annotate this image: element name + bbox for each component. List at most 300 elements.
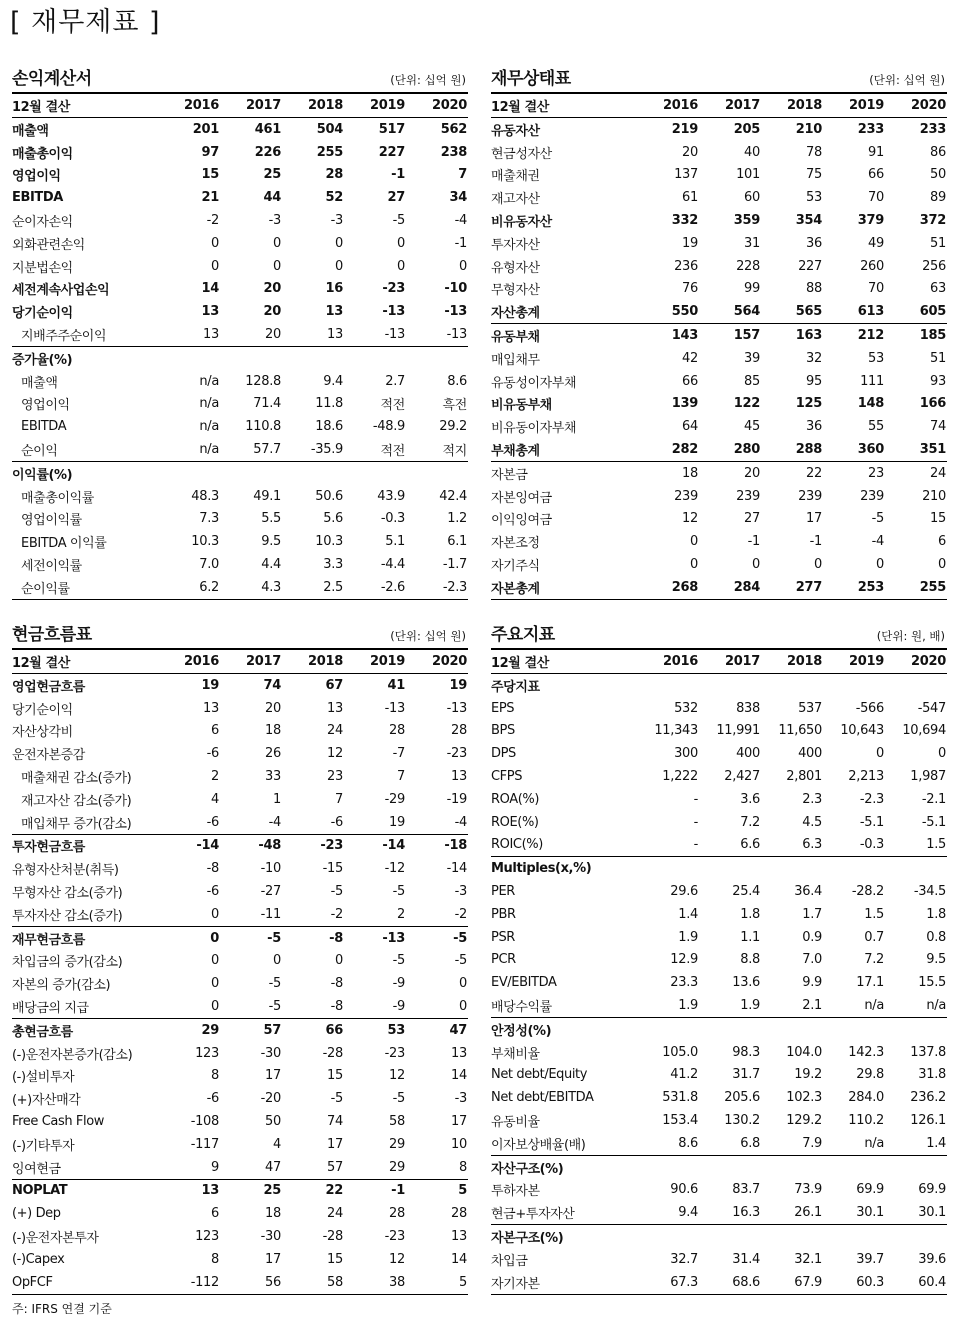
table-row bbox=[12, 1156, 468, 1180]
row-label: 매출채권 bbox=[491, 169, 540, 185]
cell-value: 13 bbox=[451, 769, 467, 785]
cell-value: -5.1 bbox=[859, 814, 884, 830]
cell-value: 78 bbox=[806, 144, 822, 160]
row-label: 자본의 증가(감소) bbox=[12, 978, 111, 994]
row-label: EV/EBITDA bbox=[491, 975, 557, 991]
table-row bbox=[491, 788, 947, 811]
cell-value: 25 bbox=[263, 167, 281, 183]
cell-value: -5 bbox=[454, 953, 467, 969]
page-title: [ 재무제표 ] bbox=[10, 7, 161, 38]
unit-label: (단위: 십억 원) bbox=[390, 73, 466, 87]
row-label: 매출액 bbox=[12, 123, 49, 139]
row-label: 영업현금흐름 bbox=[12, 679, 85, 695]
cell-value: 461 bbox=[254, 121, 281, 137]
cell-value: 33 bbox=[265, 769, 281, 785]
cell-value: 210 bbox=[795, 121, 822, 137]
footer-note: 주: IFRS 연결 기준 bbox=[12, 1302, 112, 1316]
cell-value: 69.9 bbox=[856, 1182, 884, 1198]
cell-value: 60 bbox=[744, 190, 760, 206]
table-row bbox=[12, 995, 468, 1019]
cell-value: n/a bbox=[926, 998, 946, 1014]
row-label: 매출총이익률 bbox=[21, 490, 94, 506]
cell-value: 7.9 bbox=[802, 1135, 822, 1151]
cell-value: 8.8 bbox=[740, 952, 760, 968]
cell-value: 15 bbox=[930, 511, 946, 527]
cell-value: 268 bbox=[671, 579, 698, 595]
cell-value: 6.6 bbox=[740, 837, 760, 853]
cell-value: 28 bbox=[451, 723, 467, 739]
cell-value: 53 bbox=[387, 1022, 405, 1038]
cell-value: 14 bbox=[451, 1068, 467, 1084]
section-header bbox=[491, 620, 947, 650]
cell-value: -23 bbox=[384, 1229, 405, 1245]
row-label: 세전이익률 bbox=[21, 559, 82, 575]
cell-value: 12.9 bbox=[670, 952, 698, 968]
cell-value: 126.1 bbox=[910, 1113, 946, 1129]
cell-value: 11,650 bbox=[778, 723, 822, 739]
cell-value: 57 bbox=[263, 1022, 281, 1038]
cell-value: -6 bbox=[206, 814, 219, 830]
cell-value: -48 bbox=[258, 838, 281, 854]
cell-value: 12 bbox=[389, 1068, 405, 1084]
cell-value: 4 bbox=[211, 791, 219, 807]
cell-value: 163 bbox=[795, 328, 822, 344]
cell-value: -23 bbox=[382, 281, 405, 297]
row-label: 순이익률 bbox=[21, 581, 70, 597]
cell-value: 0 bbox=[273, 953, 281, 969]
table-row bbox=[491, 857, 947, 880]
cell-value: 13 bbox=[201, 1183, 219, 1199]
column-header-year: 2019 bbox=[370, 654, 405, 669]
section-title: 주요지표 bbox=[491, 625, 555, 645]
row-label: 이자보상배율(배) bbox=[491, 1137, 586, 1153]
table-row bbox=[491, 118, 947, 141]
cell-value: 153.4 bbox=[662, 1113, 698, 1129]
cell-value: 1,222 bbox=[662, 769, 698, 785]
cell-value: -0.3 bbox=[859, 837, 884, 853]
cell-value: 20 bbox=[263, 281, 281, 297]
cell-value: 0.8 bbox=[926, 929, 946, 945]
column-header-year: 2018 bbox=[308, 654, 343, 669]
row-label: 증가율(%) bbox=[12, 352, 73, 368]
table-row bbox=[12, 880, 468, 903]
cell-value: 0 bbox=[876, 746, 884, 762]
cell-value: 253 bbox=[857, 579, 884, 595]
cell-value: 36 bbox=[806, 235, 822, 251]
cell-value: 70 bbox=[868, 281, 884, 297]
table-row bbox=[12, 1087, 468, 1110]
cell-value: 0 bbox=[335, 258, 343, 274]
cell-value: 129.2 bbox=[786, 1113, 822, 1129]
cell-value: -4.4 bbox=[380, 557, 405, 573]
table-row bbox=[491, 393, 947, 416]
cell-value: 32.7 bbox=[670, 1251, 698, 1267]
cell-value: 67.3 bbox=[670, 1274, 698, 1290]
cell-value: 2,427 bbox=[724, 769, 760, 785]
cell-value: -1 bbox=[454, 235, 467, 251]
cell-value: 9.4 bbox=[323, 373, 343, 389]
column-header-year: 2018 bbox=[787, 98, 822, 113]
unit-label: (단위: 원, 배) bbox=[876, 629, 945, 643]
row-label: 운전자본증감 bbox=[12, 748, 85, 764]
table-row bbox=[491, 278, 947, 301]
cell-value: -5.1 bbox=[921, 814, 946, 830]
row-label: 투자현금흐름 bbox=[12, 840, 85, 856]
cell-value: 14 bbox=[201, 281, 219, 297]
cell-value: 1.9 bbox=[740, 998, 760, 1014]
cell-value: 185 bbox=[919, 328, 946, 344]
cell-value: 13 bbox=[201, 304, 219, 320]
cell-value: -28 bbox=[322, 1229, 343, 1245]
cell-value: 14 bbox=[451, 1251, 467, 1267]
cell-value: 2 bbox=[397, 906, 405, 922]
table-row bbox=[12, 1065, 468, 1088]
cell-value: 20 bbox=[263, 304, 281, 320]
cash-flow-block bbox=[12, 620, 468, 1295]
cell-value: -8 bbox=[329, 930, 343, 946]
cell-value: 9.4 bbox=[678, 1205, 698, 1221]
cell-value: -14 bbox=[446, 861, 467, 877]
cell-value: 504 bbox=[316, 121, 343, 137]
cell-value: 8 bbox=[211, 1251, 219, 1267]
cell-value: 125 bbox=[795, 396, 822, 412]
cell-value: -6 bbox=[206, 746, 219, 762]
cell-value: 69.9 bbox=[918, 1182, 946, 1198]
cell-value: 29.2 bbox=[439, 419, 467, 435]
cell-value: 74 bbox=[263, 677, 281, 693]
cell-value: 130.2 bbox=[724, 1113, 760, 1129]
row-label: 총현금흐름 bbox=[12, 1024, 73, 1040]
cell-value: 19 bbox=[389, 814, 405, 830]
cell-value: 110.2 bbox=[848, 1113, 884, 1129]
cell-value: 239 bbox=[798, 488, 822, 504]
row-label: 유동부채 bbox=[491, 330, 540, 346]
cell-value: 6 bbox=[211, 723, 219, 739]
table-row bbox=[491, 300, 947, 324]
cell-value: 5 bbox=[458, 1183, 467, 1199]
cell-value: 74 bbox=[930, 419, 946, 435]
cell-value: 359 bbox=[733, 213, 760, 229]
row-label: 자본금 bbox=[491, 467, 528, 483]
cell-value: 27 bbox=[387, 190, 405, 206]
cell-value: 6.1 bbox=[447, 534, 467, 550]
column-header-label: 12월 결산 bbox=[12, 656, 70, 671]
cell-value: 537 bbox=[798, 700, 822, 716]
cell-value: 89 bbox=[930, 190, 946, 206]
cell-value: 0 bbox=[335, 235, 343, 251]
table-row bbox=[491, 576, 947, 600]
cell-value: -5 bbox=[392, 884, 405, 900]
row-label: 자기주식 bbox=[491, 559, 540, 575]
row-label: 매입채무 증가(감소) bbox=[21, 816, 132, 832]
cell-value: -5 bbox=[392, 213, 405, 229]
cell-value: 20 bbox=[265, 700, 281, 716]
cell-value: 0 bbox=[752, 557, 760, 573]
row-label: 영업이익률 bbox=[21, 513, 82, 529]
cell-value: 39.6 bbox=[918, 1251, 946, 1267]
column-header-row bbox=[491, 650, 947, 674]
cell-value: 11.8 bbox=[315, 396, 343, 412]
cell-value: n/a bbox=[199, 373, 219, 389]
row-label: 현금+투자자산 bbox=[491, 1207, 575, 1223]
row-label: 비유동자산 bbox=[491, 215, 552, 231]
cell-value: -35.9 bbox=[310, 442, 343, 458]
cell-value: 60.3 bbox=[856, 1274, 884, 1290]
cell-value: 205.6 bbox=[724, 1090, 760, 1106]
cell-value: 18 bbox=[682, 465, 698, 481]
cell-value: 24 bbox=[327, 723, 343, 739]
table-row bbox=[12, 1202, 468, 1225]
row-label: Multiples(x,%) bbox=[491, 861, 592, 877]
cell-value: 15 bbox=[327, 1068, 343, 1084]
cell-value: 550 bbox=[671, 304, 698, 320]
cell-value: -20 bbox=[260, 1091, 281, 1107]
row-label: (+) Dep bbox=[12, 1206, 61, 1222]
table-row bbox=[12, 118, 468, 141]
section-title: 재무상태표 bbox=[491, 69, 571, 89]
cell-value: 360 bbox=[857, 442, 884, 458]
table-row bbox=[12, 788, 468, 811]
cell-value: 12 bbox=[389, 1251, 405, 1267]
cell-value: 0 bbox=[211, 258, 219, 274]
cell-value: 29.8 bbox=[856, 1067, 884, 1083]
row-label: 자산상각비 bbox=[12, 725, 73, 741]
cell-value: 239 bbox=[736, 488, 760, 504]
row-label: 배당수익률 bbox=[491, 1000, 552, 1016]
cell-value: 8.6 bbox=[447, 373, 467, 389]
row-label: 부채총계 bbox=[491, 444, 540, 460]
table-row bbox=[491, 971, 947, 994]
cell-value: -8 bbox=[330, 976, 343, 992]
cell-value: -27 bbox=[260, 884, 281, 900]
table-row bbox=[491, 255, 947, 278]
cell-value: -30 bbox=[260, 1045, 281, 1061]
cell-value: 97 bbox=[201, 144, 219, 160]
cell-value: 3.3 bbox=[323, 557, 343, 573]
row-label: 매출액 bbox=[21, 375, 58, 391]
cell-value: 15 bbox=[201, 167, 219, 183]
cell-value: 1.9 bbox=[678, 929, 698, 945]
cell-value: 28 bbox=[389, 1206, 405, 1222]
row-label: CFPS bbox=[491, 769, 523, 785]
cell-value: -2.1 bbox=[921, 791, 946, 807]
row-label: Free Cash Flow bbox=[12, 1114, 104, 1130]
cell-value: 36.4 bbox=[794, 884, 822, 900]
cell-value: 40 bbox=[744, 144, 760, 160]
table-row bbox=[491, 438, 947, 462]
cell-value: 23.3 bbox=[670, 975, 698, 991]
cell-value: 280 bbox=[733, 442, 760, 458]
cell-value: 5.1 bbox=[385, 534, 405, 550]
cell-value: -7 bbox=[392, 746, 405, 762]
cell-value: -3 bbox=[454, 1091, 467, 1107]
cell-value: 68.6 bbox=[732, 1274, 760, 1290]
cell-value: 76 bbox=[682, 281, 698, 297]
cell-value: 2.7 bbox=[385, 373, 405, 389]
cell-value: -5 bbox=[268, 976, 281, 992]
cell-value: 143 bbox=[671, 328, 698, 344]
cell-value: 5 bbox=[459, 1274, 467, 1290]
cell-value: 1.1 bbox=[740, 929, 760, 945]
column-header-year: 2016 bbox=[663, 654, 698, 669]
table-row bbox=[12, 765, 468, 788]
row-label: PER bbox=[491, 884, 515, 900]
table-row bbox=[491, 1201, 947, 1225]
cell-value: 219 bbox=[671, 121, 698, 137]
table-row bbox=[491, 324, 947, 347]
cell-value: 12 bbox=[682, 511, 698, 527]
table-row bbox=[12, 835, 468, 858]
cell-value: 256 bbox=[922, 258, 946, 274]
cell-value: 71.4 bbox=[253, 396, 281, 412]
cell-value: 93 bbox=[930, 373, 946, 389]
cell-value: 2,213 bbox=[848, 769, 884, 785]
row-label: 유동자산 bbox=[491, 123, 540, 139]
table-row bbox=[491, 415, 947, 438]
cell-value: 0 bbox=[273, 258, 281, 274]
cell-value: 60.4 bbox=[918, 1274, 946, 1290]
cell-value: 8 bbox=[459, 1159, 467, 1175]
cell-value: 123 bbox=[195, 1045, 219, 1061]
cell-value: 10 bbox=[451, 1136, 467, 1152]
column-header-year: 2016 bbox=[663, 98, 698, 113]
row-label: PBR bbox=[491, 906, 516, 922]
table-row bbox=[491, 347, 947, 370]
cell-value: 42.4 bbox=[439, 488, 467, 504]
column-header-year: 2017 bbox=[246, 654, 281, 669]
row-label: 비유동이자부채 bbox=[491, 421, 577, 437]
column-header-label: 12월 결산 bbox=[491, 656, 549, 671]
table-row bbox=[12, 972, 468, 995]
row-label: 잉여현금 bbox=[12, 1161, 61, 1177]
cell-value: 1.4 bbox=[926, 1135, 946, 1151]
cell-value: -5 bbox=[268, 999, 281, 1015]
cell-value: 1.7 bbox=[802, 906, 822, 922]
cell-value: 16.3 bbox=[732, 1205, 760, 1221]
column-header-label: 12월 결산 bbox=[12, 100, 70, 115]
cell-value: -547 bbox=[917, 700, 946, 716]
row-label: 배당금의 지급 bbox=[12, 1001, 89, 1017]
cell-value: 7 bbox=[335, 791, 343, 807]
cell-value: 90.6 bbox=[670, 1182, 698, 1198]
cell-value: -13 bbox=[446, 700, 467, 716]
cell-value: 50 bbox=[930, 167, 946, 183]
row-label: 유동비율 bbox=[491, 1115, 540, 1131]
section-header bbox=[491, 64, 947, 94]
cell-value: 36 bbox=[806, 419, 822, 435]
table-row bbox=[491, 1109, 947, 1132]
cell-value: -1 bbox=[391, 1183, 405, 1199]
cell-value: -13 bbox=[382, 930, 405, 946]
cell-value: -2 bbox=[454, 906, 467, 922]
cell-value: 372 bbox=[919, 213, 946, 229]
cell-value: 139 bbox=[671, 396, 698, 412]
table-row bbox=[491, 209, 947, 232]
table-row bbox=[12, 462, 468, 485]
cell-value: 7.0 bbox=[802, 952, 822, 968]
cell-value: 7.2 bbox=[864, 952, 884, 968]
cell-value: 0 bbox=[938, 746, 946, 762]
row-label: (-)설비투자 bbox=[12, 1070, 75, 1086]
cell-value: 354 bbox=[795, 213, 822, 229]
table-row bbox=[12, 186, 468, 209]
cell-value: 142.3 bbox=[848, 1044, 884, 1060]
cell-value: 105.0 bbox=[662, 1044, 698, 1060]
cell-value: 128.8 bbox=[245, 373, 281, 389]
cell-value: 332 bbox=[671, 213, 698, 229]
column-header-year: 2019 bbox=[849, 654, 884, 669]
cell-value: 53 bbox=[806, 190, 822, 206]
cell-value: - bbox=[693, 814, 698, 830]
cell-value: 1.4 bbox=[678, 906, 698, 922]
row-label: 자본구조(%) bbox=[491, 1231, 564, 1247]
cell-value: 400 bbox=[736, 746, 760, 762]
cell-value: 8 bbox=[211, 1068, 219, 1084]
cell-value: -3 bbox=[454, 884, 467, 900]
cell-value: 1.5 bbox=[926, 837, 946, 853]
table-row bbox=[491, 903, 947, 926]
table-row bbox=[12, 576, 468, 600]
table-row bbox=[491, 834, 947, 858]
cell-value: 75 bbox=[806, 167, 822, 183]
table-row bbox=[491, 553, 947, 576]
table-row bbox=[491, 1179, 947, 1202]
cell-value: -29 bbox=[384, 791, 405, 807]
row-label: 현금성자산 bbox=[491, 146, 552, 162]
cell-value: 2.5 bbox=[323, 579, 343, 595]
cell-value: 32 bbox=[806, 350, 822, 366]
cell-value: 0 bbox=[459, 258, 467, 274]
cell-value: -2.6 bbox=[380, 579, 405, 595]
cell-value: 13 bbox=[451, 1229, 467, 1245]
cell-value: -13 bbox=[384, 327, 405, 343]
cell-value: 16 bbox=[325, 281, 343, 297]
cell-value: 86 bbox=[930, 144, 946, 160]
cell-value: -13 bbox=[384, 700, 405, 716]
cell-value: 0 bbox=[211, 976, 219, 992]
cell-value: 26.1 bbox=[794, 1205, 822, 1221]
section-header bbox=[12, 64, 468, 94]
cell-value: -0.3 bbox=[380, 511, 405, 527]
row-label: 투자자산 감소(증가) bbox=[12, 908, 123, 924]
cell-value: 39 bbox=[744, 350, 760, 366]
section-header bbox=[12, 620, 468, 650]
cell-value: n/a bbox=[199, 419, 219, 435]
cell-value: -5 bbox=[392, 1091, 405, 1107]
cell-value: 30.1 bbox=[856, 1205, 884, 1221]
cell-value: 282 bbox=[671, 442, 698, 458]
table-row bbox=[12, 347, 468, 370]
cell-value: 111 bbox=[860, 373, 884, 389]
row-label: PCR bbox=[491, 952, 516, 968]
cell-value: 32.1 bbox=[794, 1251, 822, 1267]
table-row bbox=[12, 530, 468, 553]
table-row bbox=[491, 141, 947, 164]
cell-value: 19 bbox=[449, 677, 467, 693]
row-label: (-)운전자본증가(감소) bbox=[12, 1047, 133, 1063]
cell-value: n/a bbox=[864, 1135, 884, 1151]
row-label: EBITDA bbox=[21, 419, 67, 435]
cell-value: 15.5 bbox=[918, 975, 946, 991]
cell-value: 13 bbox=[327, 327, 343, 343]
cell-value: 4 bbox=[273, 1136, 281, 1152]
table-row bbox=[491, 164, 947, 187]
cell-value: -1 bbox=[809, 534, 822, 550]
row-label: ROE(%) bbox=[491, 814, 539, 830]
table-row bbox=[491, 811, 947, 834]
cell-value: 236 bbox=[674, 258, 698, 274]
table-row bbox=[491, 508, 947, 531]
